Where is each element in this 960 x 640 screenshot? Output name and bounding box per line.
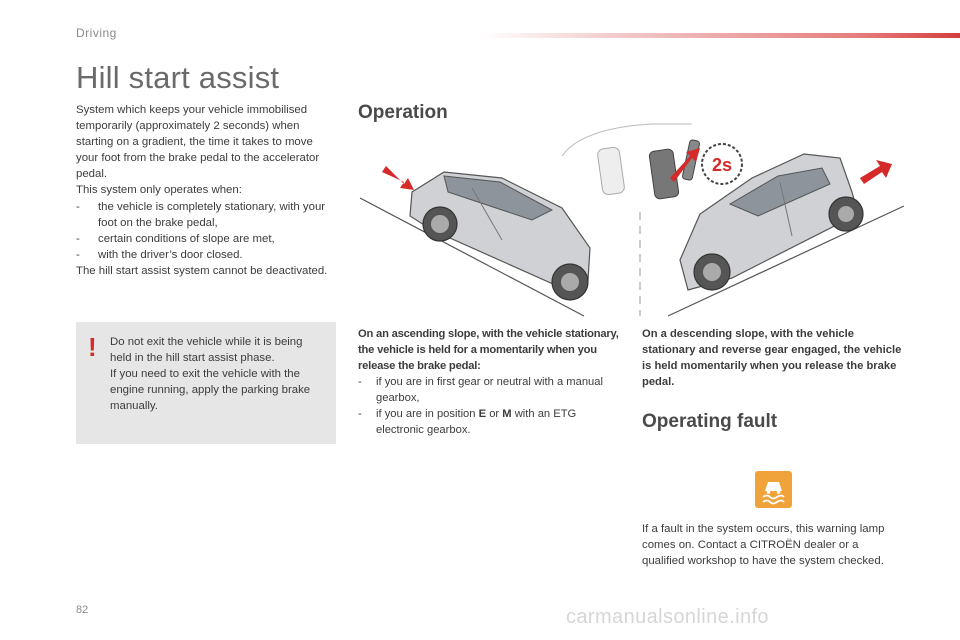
- timer-2s-icon: [702, 144, 742, 184]
- descending-slope-text: On a descending slope, with the vehicle stationary and reverse gear engaged, the vehicle is held momentarily when you release the brake pedal.: [642, 328, 902, 388]
- ascending-lead: On an ascending slope, with the vehicle stationary, the vehicle is held for a momentarily when you release the brake pedal:: [358, 328, 619, 372]
- stability-control-warning-icon: [755, 471, 792, 508]
- gear-position-e: E: [478, 408, 487, 420]
- condition-item: [76, 199, 338, 231]
- fault-text: If a fault in the system occurs, this warning lamp comes on. Contact a CITROËN dealer or a qualified workshop to have the system checked.: [642, 523, 885, 568]
- warning-box: [76, 322, 336, 444]
- section-label: Driving: [76, 26, 117, 40]
- intro-text: [76, 102, 338, 279]
- brake-pedal-illustration: [562, 124, 700, 199]
- condition-text: certain conditions of slope are met,: [98, 232, 275, 245]
- condition-item: [76, 231, 338, 247]
- ascending-item-text: if you are in first gear or neutral with a manual gearbox,: [376, 376, 603, 404]
- ascending-item: [358, 406, 626, 438]
- ascending-item-prefix: if you are in position: [376, 408, 479, 420]
- ascending-item: [358, 374, 626, 406]
- operation-heading: Operation: [358, 102, 448, 123]
- list-dash: -: [358, 376, 362, 388]
- gear-position-m: M: [502, 408, 512, 420]
- warning-exclamation-icon: !: [88, 332, 97, 362]
- condition-item: [76, 247, 338, 263]
- operating-fault-heading: Operating fault: [642, 411, 778, 432]
- warning-line-2: If you need to exit the vehicle with the engine running, apply the parking brake manually.: [110, 368, 311, 413]
- descending-car-illustration: [668, 154, 904, 316]
- ascending-slope-text: [358, 326, 626, 438]
- timer-label: 2s: [711, 155, 733, 175]
- hill-start-illustration: [352, 120, 912, 320]
- ascending-item-suffix: with an ETG electronic gearbox.: [376, 408, 577, 436]
- condition-text: the vehicle is completely stationary, with your foot on the brake pedal,: [98, 200, 326, 229]
- header-accent-bar: [480, 33, 960, 38]
- closing-paragraph: The hill start assist system cannot be deactivated.: [76, 264, 328, 277]
- ascending-item-or: or: [486, 408, 503, 420]
- page-number: 82: [76, 604, 89, 616]
- ascending-car-illustration: [360, 166, 590, 316]
- watermark: carmanualsonline.info: [566, 606, 769, 628]
- list-dash: -: [76, 248, 80, 261]
- intro-paragraph: System which keeps your vehicle immobilised temporarily (approximately 2 seconds) when starting on a gradient, the time it takes to move your foot from the brake pedal to the accelerator pedal.: [76, 104, 320, 181]
- list-dash: -: [76, 232, 80, 245]
- list-dash: -: [76, 200, 80, 213]
- page-title: Hill start assist: [76, 60, 280, 95]
- warning-line-1: Do not exit the vehicle while it is being held in the hill start assist phase.: [110, 336, 303, 365]
- conditions-lead: This system only operates when:: [76, 184, 242, 197]
- condition-text: with the driver’s door closed.: [98, 248, 243, 261]
- list-dash: -: [358, 408, 362, 420]
